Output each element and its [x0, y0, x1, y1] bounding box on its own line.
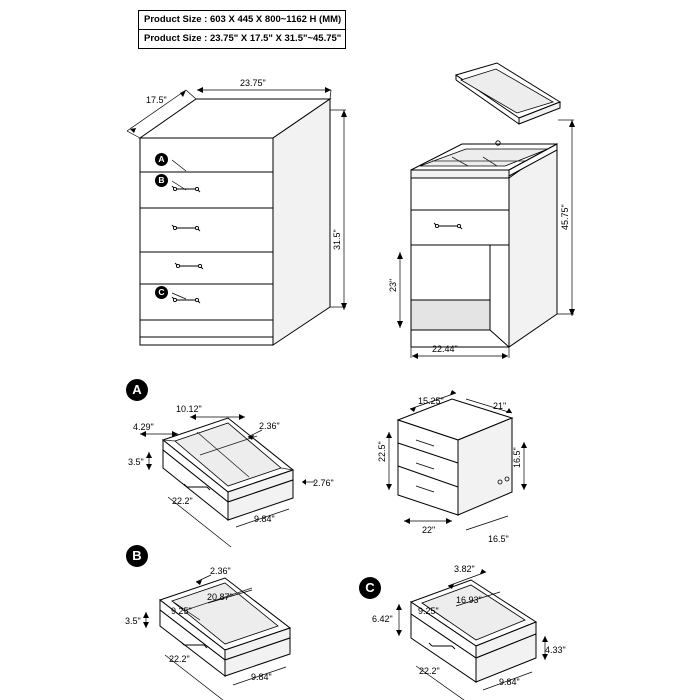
callout-badge-a-small: A: [155, 153, 168, 166]
dim-b-divider: 2.36": [210, 566, 231, 576]
chest-illustration: [127, 78, 347, 345]
dim-a-outer-depth: 9.84": [254, 514, 275, 524]
dim-case-bottom-width: 22": [422, 525, 436, 535]
vanity-illustration: [388, 63, 575, 359]
dim-c-side-height: 4.33": [545, 645, 566, 655]
dim-case-back-height: 16.5": [512, 447, 522, 468]
dim-c-front-width: 3.82": [454, 564, 475, 574]
dim-chest-depth: 17.5": [146, 95, 167, 105]
dim-vanity-width: 22.44": [432, 344, 458, 354]
product-size-inch: Product Size : 23.75" X 17.5" X 31.5"~45.75": [139, 29, 345, 48]
dim-b-front-height: 3.5": [125, 616, 141, 626]
dim-vanity-height: 45.75": [560, 204, 570, 230]
dim-a-front-height: 3.5": [128, 457, 144, 467]
dim-a-divider: 2.36": [259, 421, 280, 431]
dim-case-top-depth: 21": [493, 401, 507, 411]
callout-badge-b-small: B: [155, 174, 168, 187]
detail-case-illustration: [377, 390, 527, 544]
dim-c-outer-depth: 9.84": [499, 677, 520, 687]
dim-case-bottom-depth: 16.5": [488, 534, 509, 544]
dim-c-front-height: 6.42": [372, 614, 393, 624]
dim-case-top-width: 15.25": [418, 396, 444, 406]
detail-b-drawer: [125, 566, 290, 700]
dim-chest-width: 23.75": [240, 78, 266, 88]
dim-c-inner-width: 16.93": [456, 595, 482, 605]
dim-b-outer-depth: 9.84": [251, 672, 272, 682]
detail-badge-c: C: [359, 577, 381, 599]
detail-badge-a: A: [126, 379, 148, 401]
detail-badge-b: B: [126, 545, 148, 567]
dim-a-outer-width: 22.2": [172, 496, 193, 506]
detail-a-drawer: [128, 404, 334, 547]
product-size-mm: Product Size : 603 X 445 X 800~1162 H (MM): [144, 14, 342, 25]
detail-c-drawer: [372, 564, 566, 700]
dim-case-side-height: 22.5": [377, 441, 387, 462]
dim-a-left-section: 4.29": [133, 422, 154, 432]
dim-chest-height: 31.5": [332, 229, 342, 250]
dim-c-inner-depth: 9.25": [418, 606, 439, 616]
dim-b-inner-width: 20.87": [207, 592, 233, 602]
dim-c-outer-width: 22.2": [419, 666, 440, 676]
dim-a-inner-width: 10.12": [176, 404, 202, 414]
callout-badge-c-small: C: [155, 286, 168, 299]
dim-a-back-depth: 2.76": [313, 478, 334, 488]
dim-b-inner-depth: 9.25": [171, 606, 192, 616]
dim-b-outer-width: 22.2": [169, 654, 190, 664]
dim-vanity-knee-height: 23": [388, 278, 398, 292]
